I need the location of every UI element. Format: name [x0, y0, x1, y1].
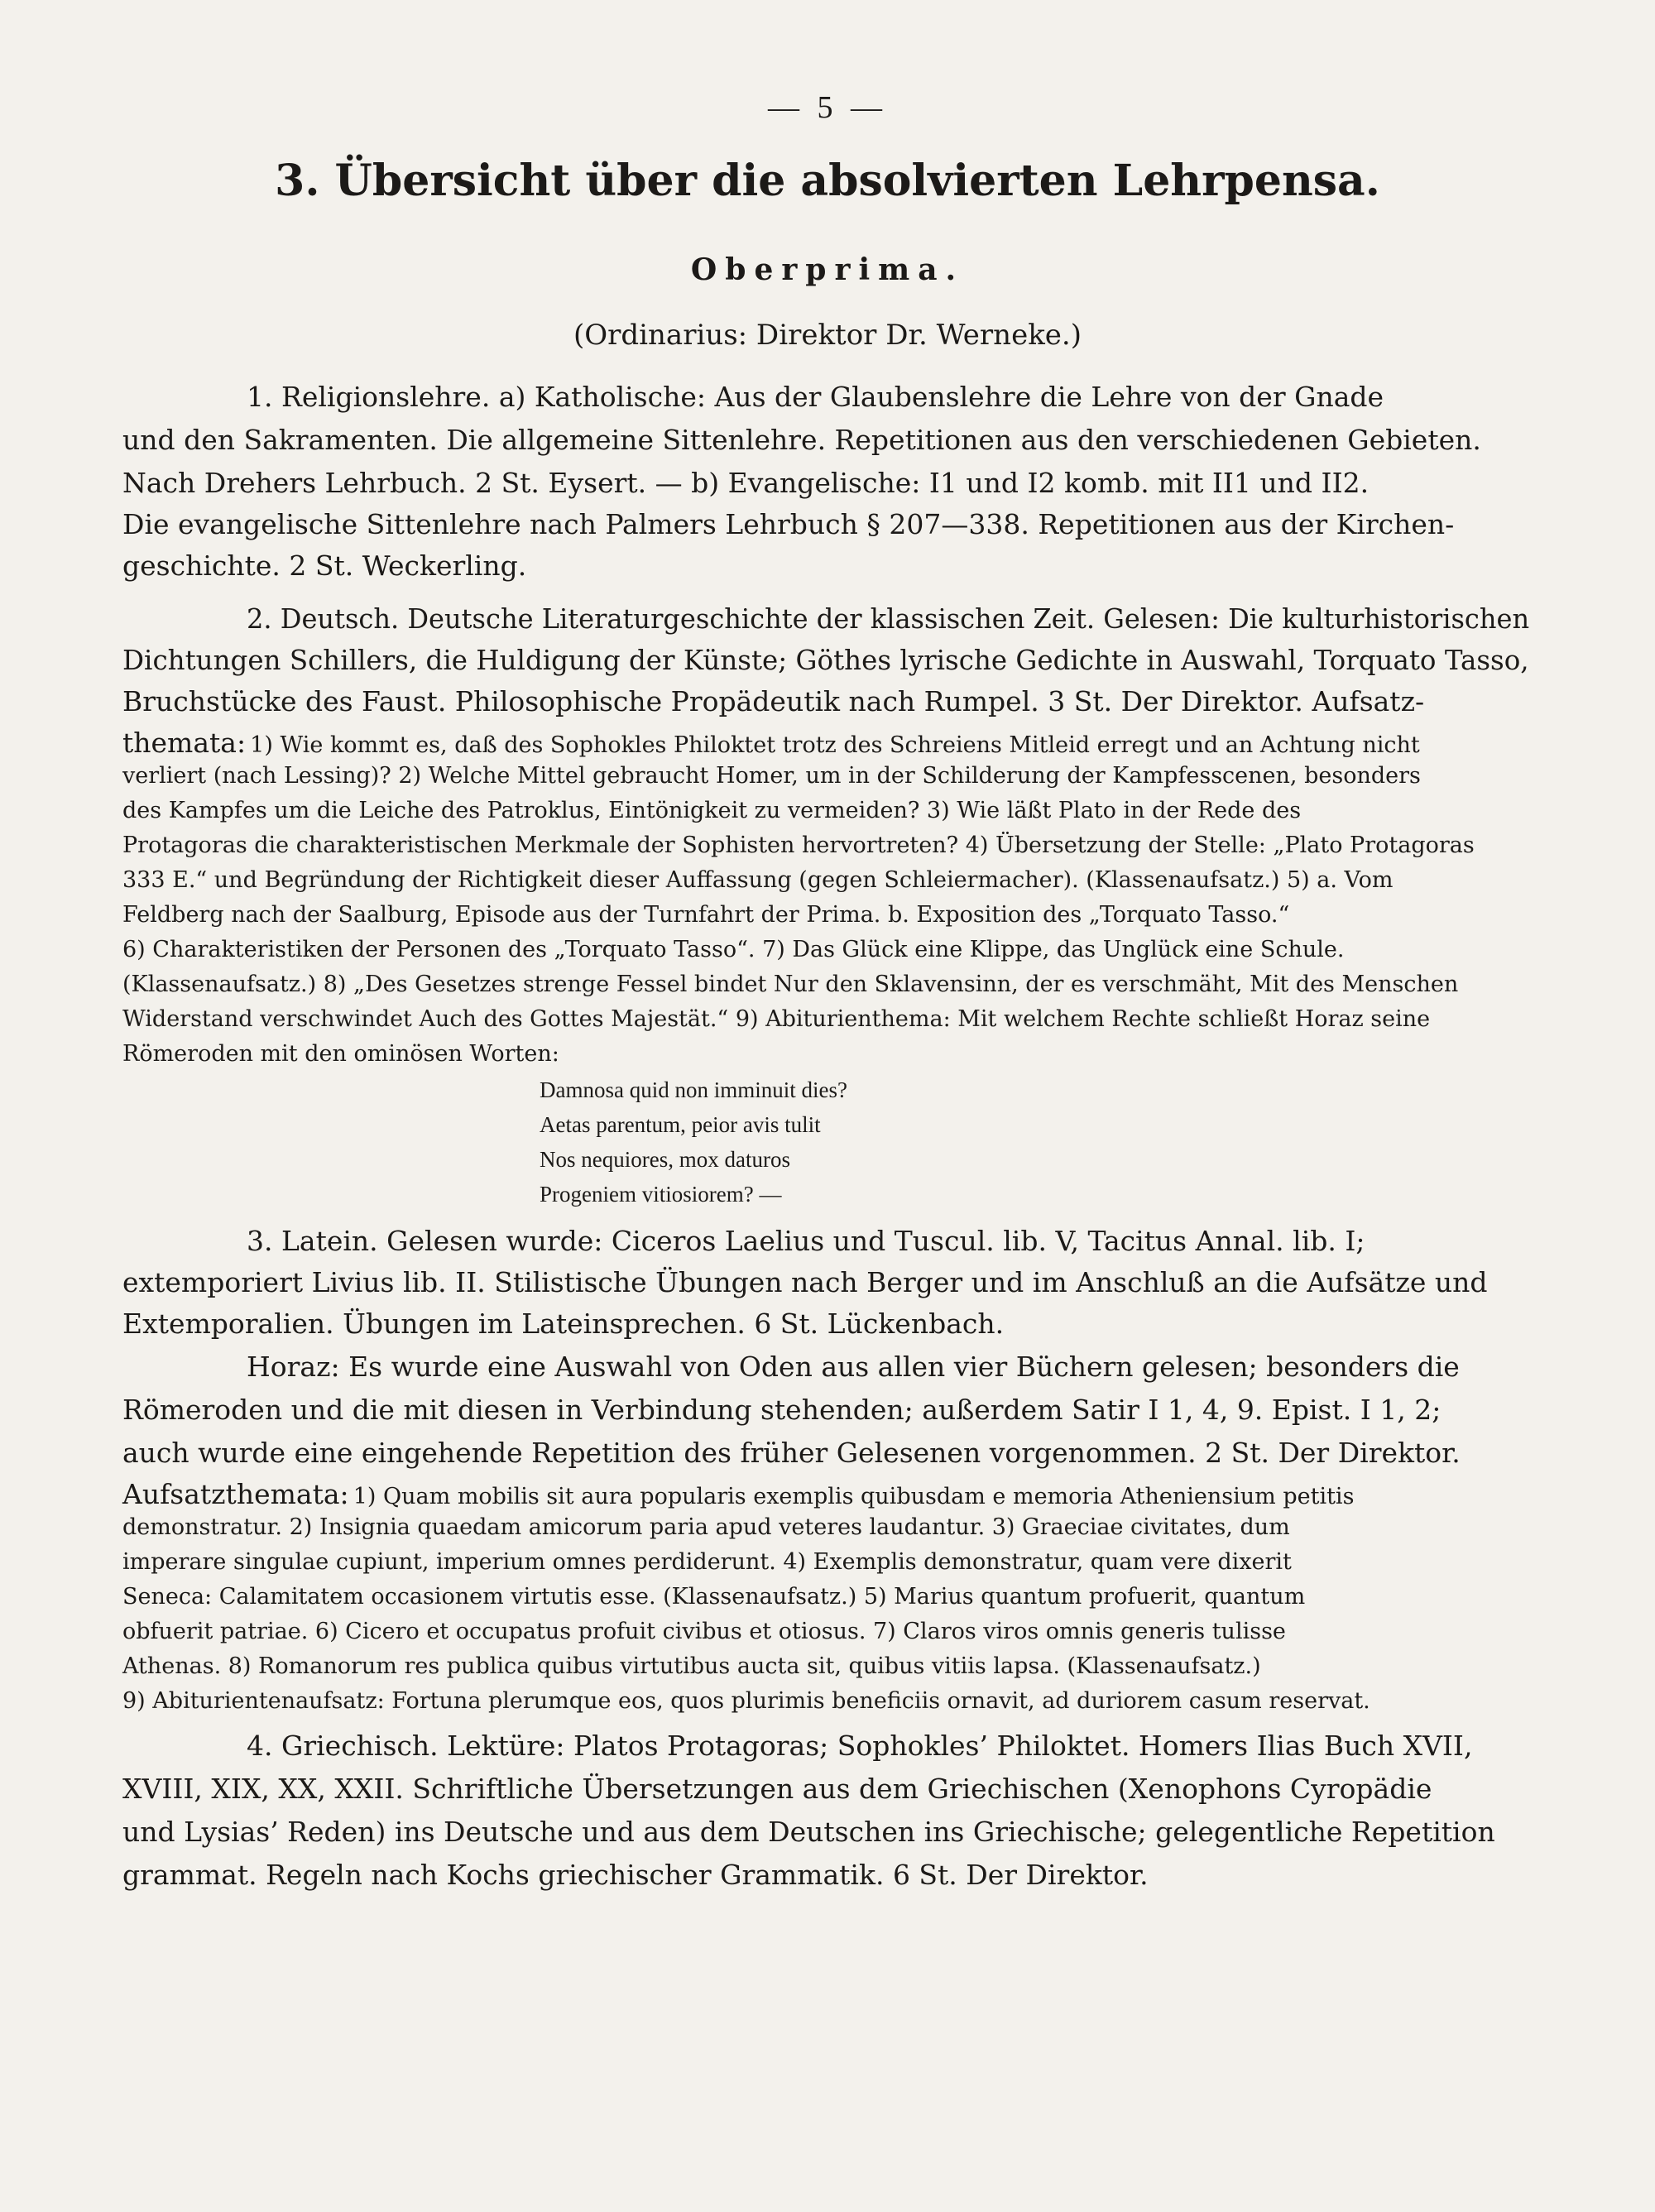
text-line: Horaz: Es wurde eine Auswahl von Oden aus allen vier Büchern gelesen; besonders die [247, 1351, 1460, 1383]
themata-line [122, 1478, 1354, 1510]
text-line: verliert (nach Lessing)? 2) Welche Mittel gebraucht Homer, um in der Schilderung der Kampfesscenen, besonders [122, 763, 1421, 789]
text-line: und den Sakramenten. Die allgemeine Sittenlehre. Repetitionen aus den verschiedenen Gebieten. [122, 424, 1481, 456]
text-line: 6) Charakteristiken der Personen des „Torquato Tasso“. 7) Das Glück eine Klippe, das Unglück eine Schule. [122, 937, 1345, 962]
text-line: Extemporalien. Übungen im Lateinsprechen. 6 St. Lückenbach. [122, 1308, 1005, 1340]
class-title: Oberprima. [690, 252, 965, 287]
themata-lead: themata: [122, 727, 247, 759]
text-line: Die evangelische Sittenlehre nach Palmers Lehrbuch § 207—338. Repetitionen aus der Kirchen- [122, 508, 1455, 540]
section-title: 3. Übersicht über die absolvierten Lehrpensa. [275, 156, 1380, 206]
text-line: grammat. Regeln nach Kochs griechischer Grammatik. 6 St. Der Direktor. [122, 1859, 1149, 1891]
verse-line: Damnosa quid non imminuit dies? [540, 1077, 847, 1102]
text-line: 2. Deutsch. Deutsche Literaturgeschichte der klassischen Zeit. Gelesen: Die kulturhistorischen [247, 602, 1530, 635]
verse-line: Aetas parentum, peior avis tulit [540, 1112, 821, 1137]
verse-line: Progeniem vitiosiorem? — [540, 1182, 782, 1207]
ordinarius-line: (Ordinarius: Direktor Dr. Werneke.) [573, 319, 1082, 352]
page-number: — 5 — [768, 90, 887, 125]
text-line: demonstratur. 2) Insignia quaedam amicorum paria apud veteres laudantur. 3) Graeciae civitates, dum [122, 1514, 1290, 1540]
text-line: 4. Griechisch. Lektüre: Platos Protagoras; Sophokles’ Philoktet. Homers Ilias Buch XVII, [247, 1730, 1473, 1762]
text-line: Römeroden und die mit diesen in Verbindung stehenden; außerdem Satir I 1, 4, 9. Epist. I 1, 2; [122, 1394, 1442, 1426]
text-line: 333 E.“ und Begründung der Richtigkeit dieser Auffassung (gegen Schleiermacher). (Klassenaufsatz.) 5) a. Vom [122, 867, 1394, 893]
text-line: Widerstand verschwindet Auch des Gottes Majestät.“ 9) Abiturienthema: Mit welchem Rechte schließt Horaz seine [122, 1006, 1431, 1032]
text-line: Römeroden mit den ominösen Worten: [122, 1041, 559, 1067]
text-line: des Kampfes um die Leiche des Patroklus, Eintönigkeit zu vermeiden? 3) Wie läßt Plato in der Rede des [122, 798, 1302, 823]
themata-text: 1) Quam mobilis sit aura popularis exemplis quibusdam e memoria Atheniensium petitis [353, 1484, 1355, 1509]
text-line: 3. Latein. Gelesen wurde: Ciceros Laelius und Tuscul. lib. V, Tacitus Annal. lib. I; [247, 1225, 1365, 1257]
themata-lead: Aufsatzthemata: [122, 1478, 349, 1510]
text-line: Athenas. 8) Romanorum res publica quibus virtutibus aucta sit, quibus vitiis lapsa. (Klassenaufsatz.) [122, 1653, 1261, 1679]
text-line: Bruchstücke des Faust. Philosophische Propädeutik nach Rumpel. 3 St. Der Direktor. Aufsatz- [122, 685, 1425, 717]
themata-text: 1) Wie kommt es, daß des Sophokles Philoktet trotz des Schreiens Mitleid erregt und an Achtung nicht [250, 732, 1420, 758]
text-line: auch wurde eine eingehende Repetition des früher Gelesenen vorgenommen. 2 St. Der Direktor. [122, 1437, 1461, 1469]
text-line: imperare singulae cupiunt, imperium omnes perdiderunt. 4) Exemplis demonstratur, quam vere dixerit [122, 1549, 1292, 1575]
text-line: obfuerit patriae. 6) Cicero et occupatus profuit civibus et otiosus. 7) Claros viros omnis generis tulisse [122, 1619, 1286, 1644]
text-line: Seneca: Calamitatem occasionem virtutis esse. (Klassenaufsatz.) 5) Marius quantum profuerit, quantum [122, 1584, 1306, 1610]
text-line: 1. Religionslehre. a) Katholische: Aus der Glaubenslehre die Lehre von der Gnade [247, 381, 1384, 413]
text-line: Dichtungen Schillers, die Huldigung der Künste; Göthes lyrische Gedichte in Auswahl, Torquato Tasso, [122, 644, 1529, 676]
text-line: extemporiert Livius lib. II. Stilistische Übungen nach Berger und im Anschluß an die Aufsätze und [122, 1266, 1488, 1298]
verse-line: Nos nequiores, mox daturos [540, 1147, 790, 1172]
text-line: Feldberg nach der Saalburg, Episode aus der Turnfahrt der Prima. b. Exposition des „Torquato Tasso.“ [122, 902, 1290, 928]
text-line: geschichte. 2 St. Weckerling. [122, 549, 527, 582]
text-line: (Klassenaufsatz.) 8) „Des Gesetzes strenge Fessel bindet Nur den Sklavensinn, der es verschmäht, Mit des Menschen [122, 972, 1459, 997]
text-line: 9) Abiturientenaufsatz: Fortuna plerumque eos, quos plurimis beneficiis ornavit, ad duriorem casum reservat. [122, 1688, 1370, 1714]
text-line: Nach Drehers Lehrbuch. 2 St. Eysert. — b) Evangelische: I1 und I2 komb. mit II1 und II2. [122, 467, 1370, 499]
text-line: Protagoras die charakteristischen Merkmale der Sophisten hervortreten? 4) Übersetzung der Stelle: „Plato Protagoras [122, 832, 1475, 858]
text-line: XVIII, XIX, XX, XXII. Schriftliche Übersetzungen aus dem Griechischen (Xenophons Cyropädie [122, 1773, 1432, 1805]
themata-line [122, 727, 1420, 759]
text-line: und Lysias’ Reden) ins Deutsche und aus dem Deutschen ins Griechische; gelegentliche Repetition [122, 1816, 1495, 1848]
